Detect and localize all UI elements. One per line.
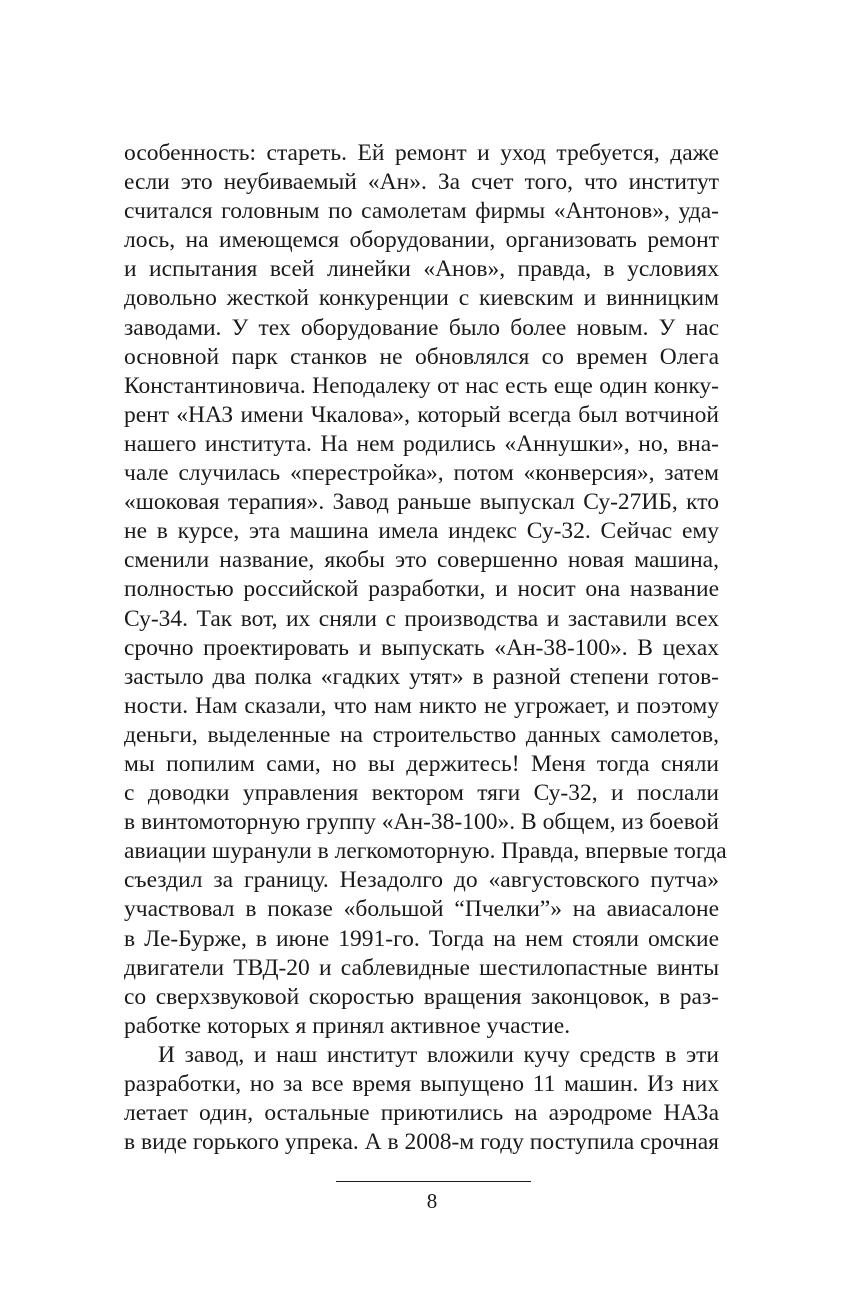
page-number: 8 [426, 1189, 438, 1213]
text-line: в винтомоторную группу «Ан-38-100». В общем, из боевой [124, 809, 719, 836]
text-line: мы попилим сами, но вы держитесь! Меня тогда сняли [124, 750, 719, 777]
text-line: рент «НАЗ имени Чкалова», который всегда был вотчиной [124, 401, 719, 428]
paragraph [124, 1041, 719, 1157]
text-line: в Ле-Бурже, в июне 1991-го. Тогда на нем стояли омские [124, 925, 719, 952]
text-line: нашего института. На нем родились «Аннушки», но, вна- [124, 430, 719, 457]
text-line: довольно жесткой конкуренции с киевским и винницким [124, 285, 719, 312]
text-line: авиации шуранули в легкомоторную. Правда, впервые тогда [124, 838, 727, 865]
text-line: со сверхзвуковой скоростью вращения законцовок, в раз- [124, 983, 719, 1010]
text-line: участвовал в показе «большой “Пчелки”» на авиасалоне [124, 896, 719, 923]
text-line: чале случилась «перестройка», потом «конверсия», затем [124, 460, 719, 487]
text-line: лось, на имеющемся оборудовании, организовать ремонт [124, 227, 719, 254]
text-line: считался головным по самолетам фирмы «Антонов», уда- [124, 198, 719, 225]
text-line: срочно проектировать и выпускать «Ан-38-100». В цехах [124, 634, 719, 661]
text-line: съездил за границу. Незадолго до «августовского путча» [124, 867, 719, 894]
text-line: полностью российской разработки, и носит она название [124, 576, 719, 603]
text-line: не в курсе, эта машина имела индекс Су-32. Сейчас ему [124, 518, 719, 545]
paragraph [124, 139, 727, 1041]
text-line: если это неубиваемый «Ан». За счет того, что институт [124, 169, 719, 196]
text-line: Константиновича. Неподалеку от нас есть еще один конку- [124, 372, 719, 399]
text-line: с доводки управления вектором тяги Су-32, и послали [124, 780, 719, 807]
text-line: летает один, остальные приютились на аэродроме НАЗа [124, 1100, 719, 1127]
text-line: застыло два полка «гадких утят» в разной степени готов- [124, 663, 719, 690]
text-line: Су-34. Так вот, их сняли с производства и заставили всех [124, 605, 719, 632]
text-line: основной парк станков не обновлялся со времен Олега [124, 343, 719, 370]
text-line: в виде горького упрека. А в 2008-м году поступила срочная [124, 1129, 719, 1156]
text-line: особенность: стареть. Ей ремонт и уход требуется, даже [124, 140, 719, 166]
body-text [124, 139, 727, 1157]
text-line: и испытания всей линейки «Анов», правда, в условиях [124, 256, 719, 283]
text-line: сменили название, якобы это совершенно новая машина, [124, 547, 719, 574]
text-line: ности. Нам сказали, что нам никто не угрожает, и поэтому [124, 692, 719, 719]
text-line: «шоковая терапия». Завод раньше выпускал Су-27ИБ, кто [124, 489, 719, 516]
text-line: И завод, и наш институт вложили кучу средств в эти [158, 1041, 719, 1068]
text-line: двигатели ТВД-20 и саблевидные шестилопастные винты [124, 954, 719, 981]
text-line: деньги, выделенные на строительство данных самолетов, [124, 721, 719, 748]
text-line: разработки, но за все время выпущено 11 машин. Из них [124, 1071, 719, 1097]
footer-rule [336, 1181, 531, 1182]
text-line: заводами. У тех оборудование было более новым. У нас [124, 314, 719, 341]
text-line: работке которых я принял активное участие. [124, 1012, 571, 1039]
